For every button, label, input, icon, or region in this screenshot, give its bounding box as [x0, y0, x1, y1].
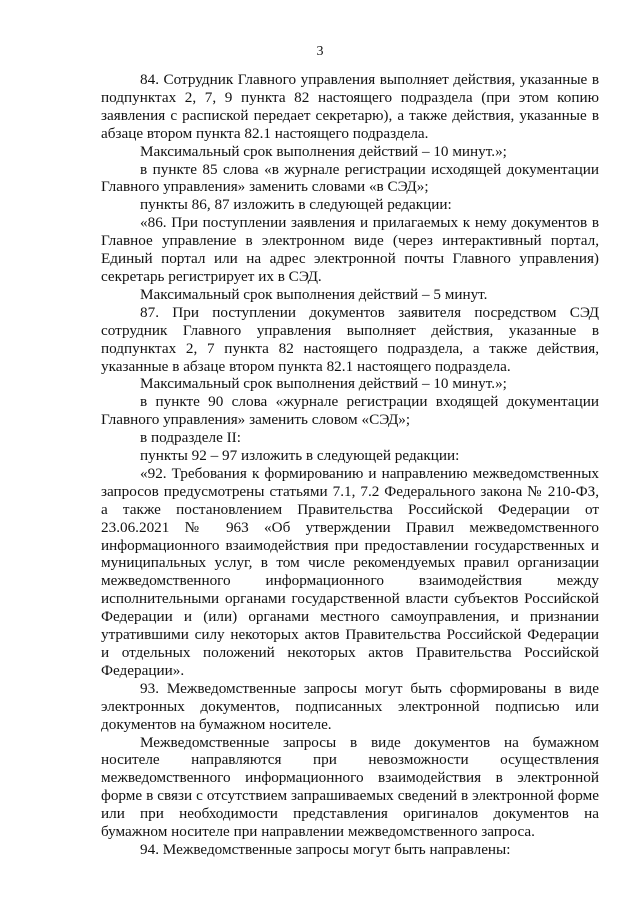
paragraph-92: «92. Требования к формированию и направлению межведомственных запросов предусмотрены статьями 7.1, 7.2 Федерального закона № 210-ФЗ, а также постановлением Правительства Российской Федерации от 23.06.2021 № 963 «Об утверждении Правил межведомственного информационного взаимодействия при предоставлении государственных и муниципальных услуг, в том числе рекомендуемых правил организации межведомственного информационного взаимодействия между исполнительными органами государственной власти субъектов Российской Федерации и (или) органами местного самоуправления, и признании утратившими силу некоторых актов Правительства Российской Федерации и отдельных положений некоторых актов Правительства Российской Федерации».: [101, 464, 599, 679]
paragraph-84-deadline: Максимальный срок выполнения действий – 10 минут.»;: [140, 142, 507, 160]
paragraph-87-deadline: Максимальный срок выполнения действий – 10 минут.»;: [140, 375, 507, 393]
subsection-ii-heading: в подразделе II:: [140, 429, 241, 447]
paragraph-84: 84. Сотрудник Главного управления выполняет действия, указанные в подпунктах 2, 7, 9 пункта 82 настоящего подраздела (при этом копию заявления с распиской передает секретарю), а также действия, указанные в абзаце втором пункта 82.1 настоящего подраздела.: [101, 71, 599, 142]
paragraph-85-amendment: в пункте 85 слова «в журнале регистрации исходящей документации Главного управления» заменить словами «в СЭД»;: [101, 160, 599, 196]
page-number: 3: [316, 44, 324, 59]
paragraph-86: «86. При поступлении заявления и прилагаемых к нему документов в Главное управление в электронном виде (через интерактивный портал, Единый портал или на адрес электронной почты Главного управления) секретарь регистрирует их в СЭД.: [101, 214, 599, 285]
paragraph-93-paper: Межведомственные запросы в виде документов на бумажном носителе направляются при невозможности осуществления межведомственного информационного взаимодействия в электронной форме в связи с отсутствием запрашиваемых сведений в электронной форме или при необходимости представления оригиналов документов на бумажном носителе при направлении межведомственного запроса.: [101, 733, 599, 841]
paragraph-92-97-intro: пункты 92 – 97 изложить в следующей редакции:: [140, 447, 460, 465]
paragraph-94: 94. Межведомственные запросы могут быть направлены:: [140, 840, 511, 858]
paragraph-87: 87. При поступлении документов заявителя посредством СЭД сотрудник Главного управления выполняет действия, указанные в подпунктах 2, 7 пункта 82 настоящего подраздела, а также действия, указанные в абзаце втором пункта 82.1 настоящего подраздела.: [101, 303, 599, 375]
document-body: [101, 71, 599, 859]
paragraph-86-deadline: Максимальный срок выполнения действий – 5 минут.: [140, 285, 488, 303]
paragraph-90-amendment: в пункте 90 слова «журнале регистрации входящей документации Главного управления» заменить словом «СЭД»;: [101, 393, 599, 429]
paragraph-86-87-intro: пункты 86, 87 изложить в следующей редакции:: [140, 196, 452, 214]
paragraph-93: 93. Межведомственные запросы могут быть сформированы в виде электронных документов, подписанных электронной подписью или документов на бумажном носителе.: [101, 679, 599, 733]
